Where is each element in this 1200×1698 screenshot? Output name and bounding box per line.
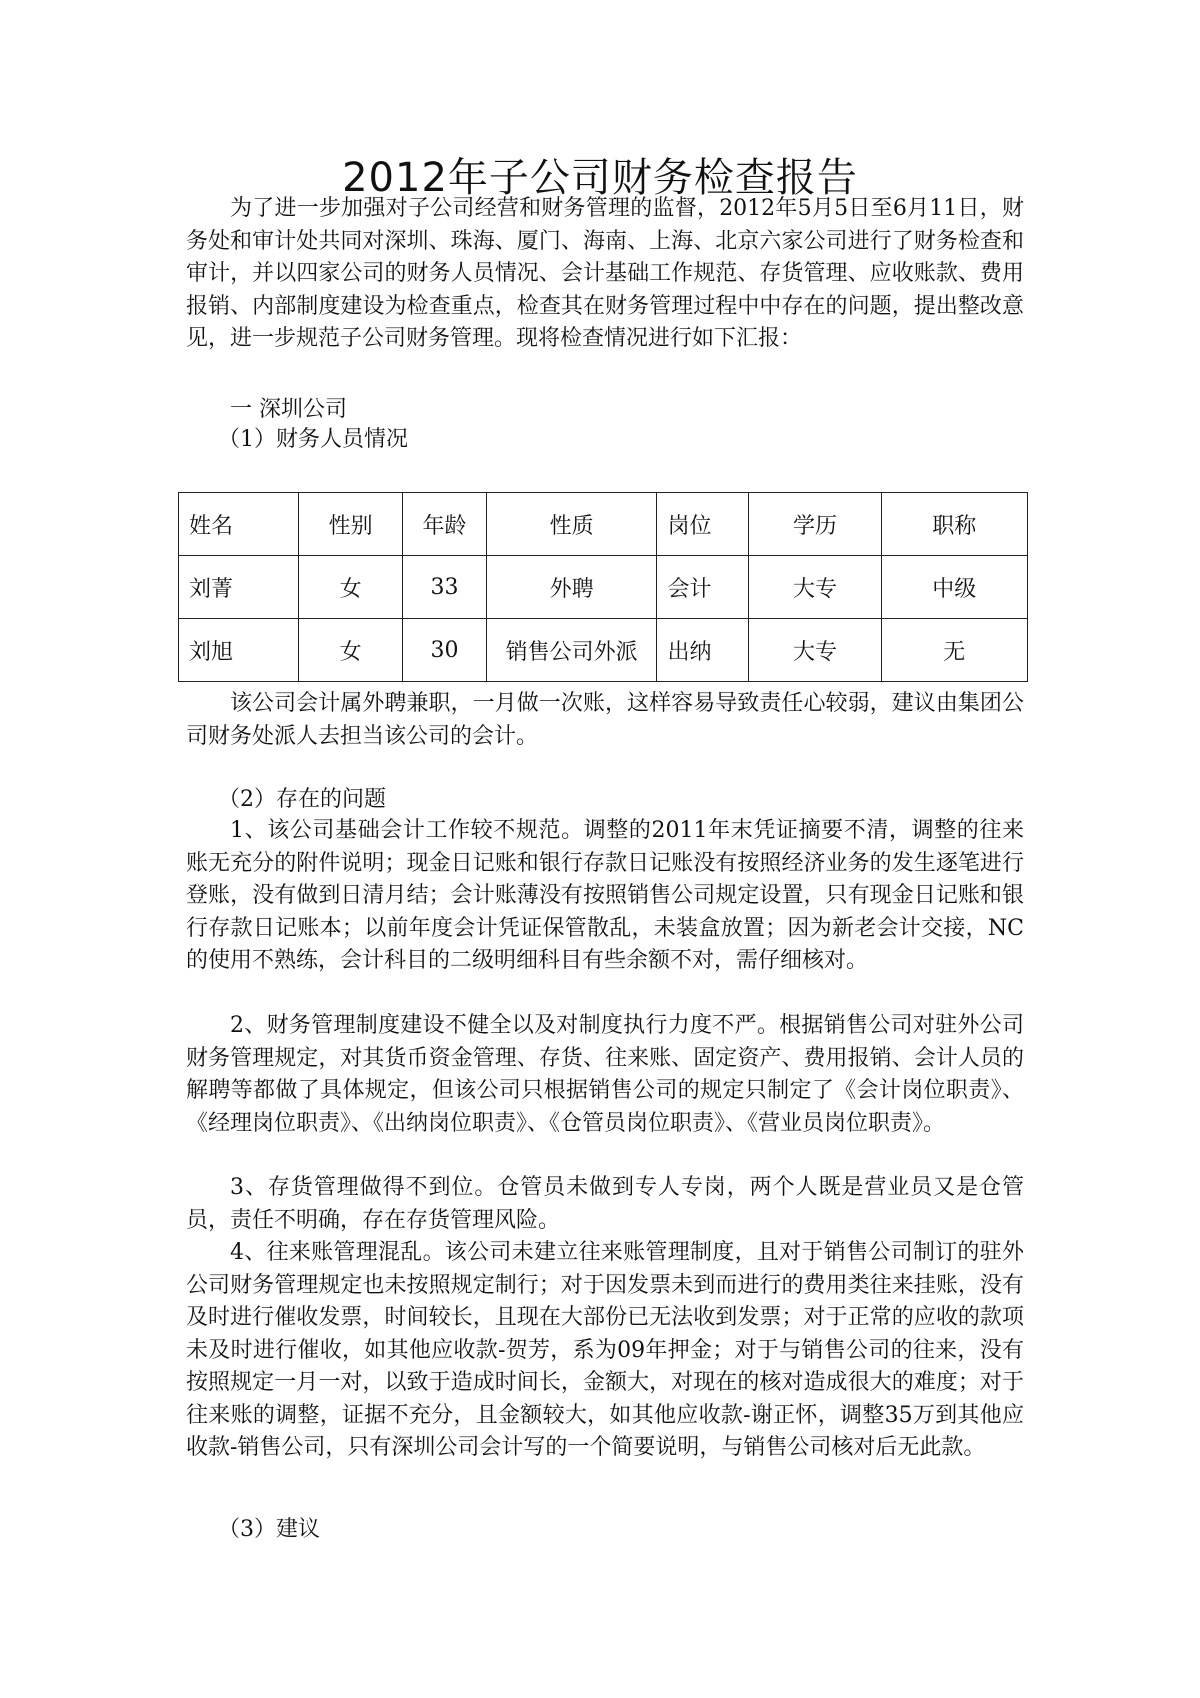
table-cell: 销售公司外派: [486, 619, 657, 682]
problem-paragraph-3: 3、存货管理做得不到位。仓管员未做到专人专岗，两个人既是营业员又是仓管员，责任不明确，存在存货管理风险。: [186, 1175, 1024, 1233]
table-cell: 会计: [657, 556, 749, 619]
table-header-row: [179, 493, 1028, 556]
table-header-cell: 性质: [486, 493, 657, 556]
section-heading-shenzhen: 一 深圳公司: [230, 397, 347, 422]
table-row: [179, 619, 1028, 682]
table-cell: 大专: [749, 619, 881, 682]
suggestions-subheading: （3）建议: [218, 1517, 320, 1542]
table-header-cell: 性别: [299, 493, 403, 556]
problem-paragraph-1: 1、该公司基础会计工作较不规范。调整的2011年末凭证摘要不清，调整的往来账无充分的附件说明；现金日记账和银行存款日记账没有按照经济业务的发生逐笔进行登账，没有做到日清月结；会计账薄没有按照销售公司规定设置，只有现金日记账和银行存款日记账本；以前年度会计凭证保管散乱，未装盒放置；因为新老会计交接，NC的使用不熟练，会计科目的二级明细科目有些余额不对，需仔细核对。: [186, 818, 1024, 973]
table-header-cell: 年龄: [403, 493, 487, 556]
table-cell: 外聘: [486, 556, 657, 619]
table-cell: 30: [403, 619, 487, 682]
problem-paragraph-4: 4、往来账管理混乱。该公司未建立往来账管理制度，且对于销售公司制订的驻外公司财务管理规定也未按照规定制行；对于因发票未到而进行的费用类往来挂账，没有及时进行催收发票，时间较长，且现在大部份已无法收到发票；对于正常的应收的款项未及时进行催收，如其他应收款-贺芳，系为09年押金；对于与销售公司的往来，没有按照规定一月一对，以致于造成时间长，金额大，对现在的核对造成很大的难度；对于往来账的调整，证据不充分，且金额较大，如其他应收款-谢正怀，调整35万到其他应收款-销售公司，只有深圳公司会计写的一个简要说明，与销售公司核对后无此款。: [186, 1240, 1024, 1460]
table-cell: 女: [299, 556, 403, 619]
problems-subheading: （2）存在的问题: [218, 787, 386, 812]
table-header-cell: 职称: [881, 493, 1027, 556]
staff-table: [178, 492, 1028, 682]
staff-note-paragraph: 该公司会计属外聘兼职，一月做一次账，这样容易导致责任心较弱，建议由集团公司财务处派人去担当该公司的会计。: [186, 691, 1024, 749]
staff-subheading: （1）财务人员情况: [218, 427, 408, 452]
table-cell: 33: [403, 556, 487, 619]
table-cell: 无: [881, 619, 1027, 682]
intro-paragraph: 为了进一步加强对子公司经营和财务管理的监督，2012年5月5日至6月11日，财务处和审计处共同对深圳、珠海、厦门、海南、上海、北京六家公司进行了财务检查和审计，并以四家公司的财务人员情况、会计基础工作规范、存货管理、应收账款、费用报销、内部制度建设为检查重点，检查其在财务管理过程中中存在的问题，提出整改意见，进一步规范子公司财务管理。现将检查情况进行如下汇报：: [186, 196, 1024, 351]
table-cell: 中级: [881, 556, 1027, 619]
table-cell: 大专: [749, 556, 881, 619]
problem-paragraph-2: 2、财务管理制度建设不健全以及对制度执行力度不严。根据销售公司对驻外公司财务管理规定，对其货币资金管理、存货、往来账、固定资产、费用报销、会计人员的解聘等都做了具体规定，但该公司只根据销售公司的规定只制定了《会计岗位职责》、《经理岗位职责》、《出纳岗位职责》、《仓管员岗位职责》、《营业员岗位职责》。: [186, 1013, 1024, 1136]
table-row: [179, 556, 1028, 619]
table-cell: 刘菁: [179, 556, 299, 619]
table-cell: 出纳: [657, 619, 749, 682]
table-header-cell: 姓名: [179, 493, 299, 556]
report-title: 2012年子公司财务检查报告: [342, 155, 858, 201]
table-cell: 女: [299, 619, 403, 682]
table-cell: 刘旭: [179, 619, 299, 682]
table-header-cell: 学历: [749, 493, 881, 556]
table-header-cell: 岗位: [657, 493, 749, 556]
